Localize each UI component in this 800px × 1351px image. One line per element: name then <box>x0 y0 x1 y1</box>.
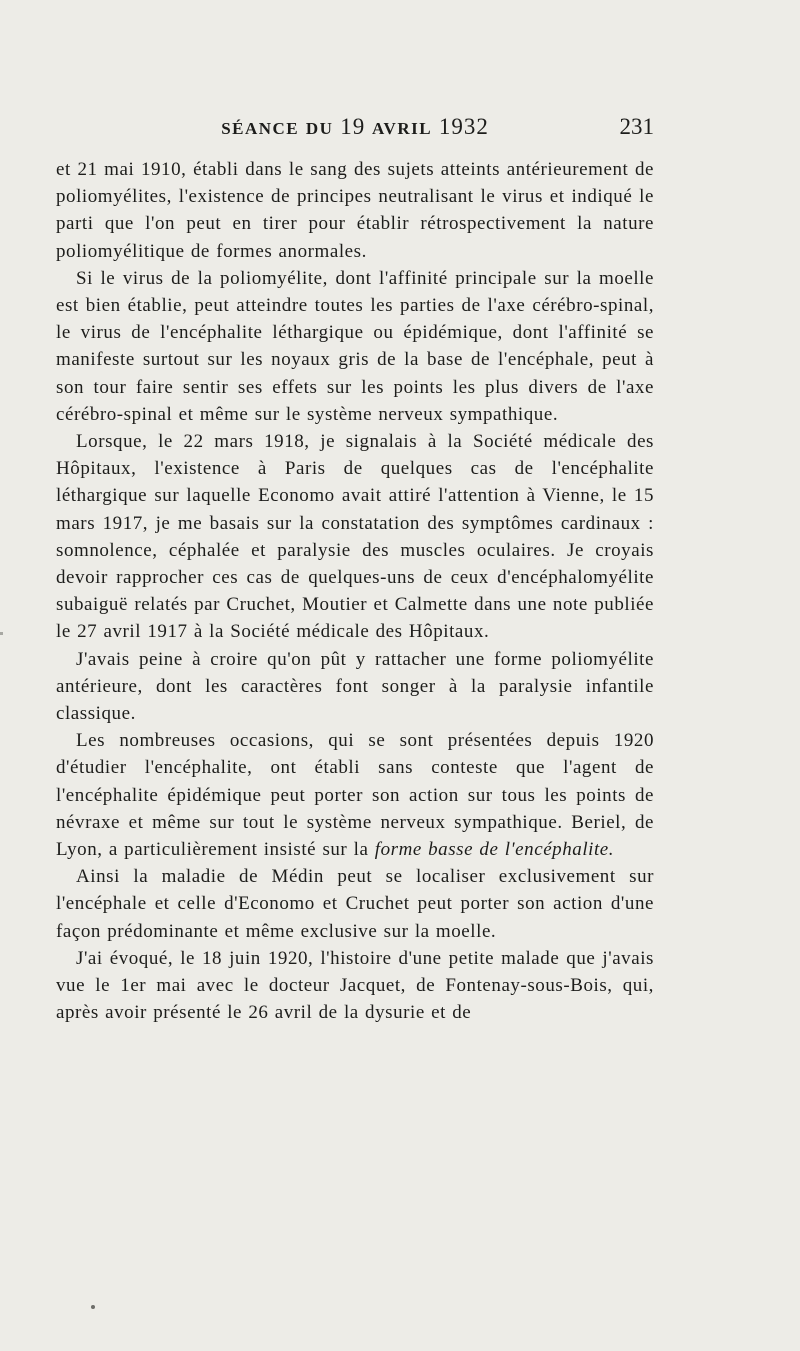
page-number: 231 <box>619 114 654 139</box>
paragraph-2: Si le virus de la poliomyélite, dont l'affinité principale sur la moelle est bien établie, peut atteindre toutes les parties de l'axe cérébro-spinal, le virus de l'encéphalite léthargique ou épidémique, dont l'affinité se manifeste surtout sur les noyaux gris de la base de l'encéphale, peut à son tour faire sentir ses effets sur les points les plus divers de l'axe cérébro-spinal et même sur le système nerveux sympathique. <box>56 267 654 425</box>
margin-mark <box>0 632 3 635</box>
paragraph-6: Ainsi la maladie de Médin peut se localiser exclusivement sur l'encéphale et celle d'Economo et Cruchet peut porter son action d'une façon prédominante et même exclusive sur la moelle. <box>56 866 654 942</box>
paragraph-1: et 21 mai 1910, établi dans le sang des sujets atteints antérieurement de poliomyélites, l'existence de principes neutralisant le virus et indiqué le parti que l'on peut en tirer pour établir rétrospectivement la nature poliomyélitique de formes anormales. <box>56 159 654 262</box>
paragraph-7-text-end: mai avec le docteur Jacquet, de Fontenay-sous-Bois, qui, après avoir présenté le 26 avril de la dysurie et de <box>56 975 654 1024</box>
paragraph-7-text-start: J'ai évoqué, le 18 juin 1920, l'histoire d'une petite malade que j'avais vue le <box>56 947 654 997</box>
paragraph-5-text: Les nombreuses occasions, qui se sont présentées depuis 1920 d'étudier l'encéphalite, ont établi sans conteste que l'agent de l'encéphalite épidémique peut porter son action sur tous les points de névraxe et même sur tout le système nerveux sympathique. Beriel, de Lyon, a particulièrement insisté sur la <box>56 730 654 861</box>
header-day: 19 <box>340 114 366 139</box>
running-title <box>56 113 654 143</box>
header-year: 1932 <box>438 114 489 139</box>
running-head <box>56 113 654 141</box>
paragraph-7-ordinal: 1er <box>120 975 147 997</box>
paragraph-4: J'avais peine à croire qu'on pût y rattacher une forme poliomyélite antérieure, dont les caractères font songer à la paralysie infantile classique. <box>56 648 654 725</box>
paragraph-5 <box>56 727 654 863</box>
body-text <box>56 156 654 1027</box>
header-month: AVRIL <box>371 119 433 138</box>
paragraph-7 <box>56 945 654 1027</box>
header-du: DU <box>305 119 334 138</box>
paragraph-5-italic: forme basse de l'encéphalite. <box>374 839 615 861</box>
header-seance: SÉANCE <box>221 119 300 138</box>
printing-speck <box>91 1305 95 1309</box>
paragraph-3: Lorsque, le 22 mars 1918, je signalais à la Société médicale des Hôpitaux, l'existence à Paris de quelques cas de l'encéphalite léthargique sur laquelle Economo avait attiré l'attention à Vienne, le 15 mars 1917, je me basais sur la constatation des symptômes cardinaux : somnolence, céphalée et paralysie des muscles oculaires. Je croyais devoir rapprocher ces cas de quelques-uns de ceux d'encéphalomyélite subaiguë relatés par Cruchet, Moutier et Calmette dans une note publiée le 27 avril 1917 à la Société médicale des Hôpitaux. <box>56 431 654 643</box>
